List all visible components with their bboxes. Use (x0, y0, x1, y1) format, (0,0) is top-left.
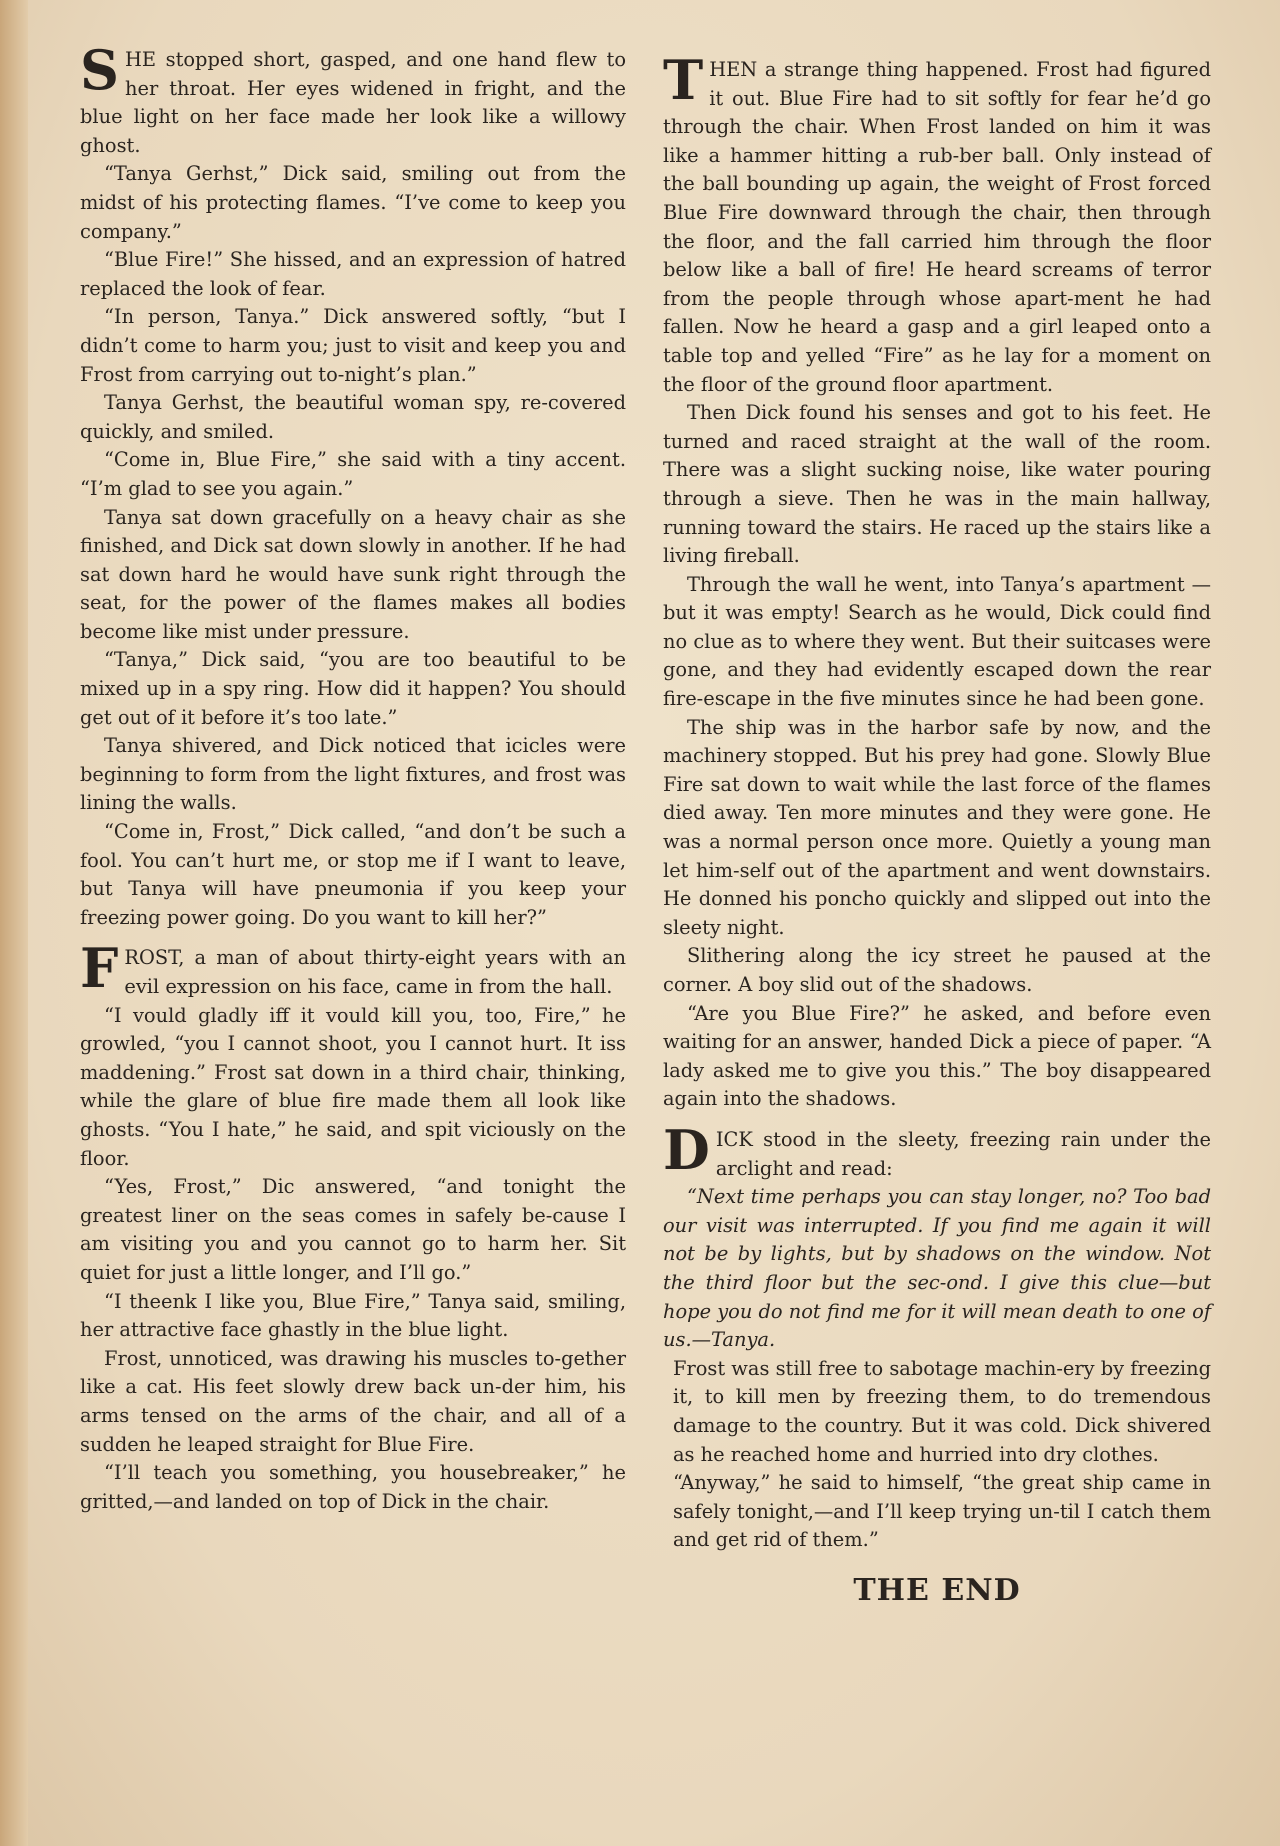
section-gap (80, 932, 626, 944)
paragraph: “Yes, Frost,” Dic answered, “and tonight the greatest liner on the seas comes in safely be-cause I am visiting you and you cannot go to harm her. Sit quiet for just a little longer, and I’ll go.” (80, 1175, 626, 1284)
paragraph: “In person, Tanya.” Dick answered softly, “but I didn’t come to harm you; just to visit and keep you and Frost from carrying out to-night’s plan.” (80, 305, 626, 386)
paragraph: Slithering along the icy street he paused at the corner. A boy slid out of the shadows. (663, 944, 1211, 996)
page-spine-shadow (0, 0, 28, 1846)
paragraph: Tanya sat down gracefully on a heavy chair as she finished, and Dick sat down slowly in another. If he had sat down hard he would have sunk right through the seat, for the power of the flames makes all bodies become like mist under pressure. (80, 505, 626, 643)
paragraph: “Come in, Frost,” Dick called, “and don’t be such a fool. You can’t hurt me, or stop me if I want to leave, but Tanya will have pneumonia if you keep your freezing power going. Do you want to kill her?” (80, 820, 626, 929)
the-end-title: THE END (853, 1572, 1021, 1608)
paragraph: “I theenk I like you, Blue Fire,” Tanya said, smiling, her attractive face ghastly in the blue light. (80, 1289, 626, 1342)
paragraph: “Are you Blue Fire?” he asked, and before even waiting for an answer, handed Dick a piece of paper. “A lady asked me to give you this.” The boy disappeared again into the shadows. (663, 1001, 1211, 1111)
paragraph: Tanya Gerhst, the beautiful woman spy, re-covered quickly, and smiled. (80, 391, 626, 443)
paragraph: Frost was still free to sabotage machin-ery by freezing it, to kill men by freezing them, to do tremendous damage to the country. But it was cold. Dick shivered as he reached home and hurried into dry clothes. (673, 1356, 1211, 1466)
drop-cap: F (80, 936, 119, 1001)
paragraph: “Anyway,” he said to himself, “the great ship came in safely tonight,—and I’ll keep trying un-til I catch them and get rid of them.” (673, 1471, 1211, 1552)
paragraph: “Tanya Gerhst,” Dick said, smiling out from the midst of his protecting flames. “I’ve come to keep you company.” (80, 162, 626, 243)
paragraph: THEN a strange thing happened. Frost had figured it out. Blue Fire had to sit softly for fear he’d go through the chair. When Frost landed on him it was like a hammer hitting a rub-ber ball. Only instead of the ball bounding up again, the weight of Frost forced Blue Fire downward through the chair, then through the floor, and the fall carried him through the floor below like a ball of fire! He heard screams of terror from the people through whose apart-ment he had fallen. Now he heard a gasp and a girl leaped onto a table top and yelled “Fire” as he lay for a moment on the floor of the ground floor apartment. (663, 48, 1211, 396)
paragraph: Through the wall he went, into Tanya’s apartment — but it was empty! Search as he would, Dick could find no clue as to where they went. But their suitcases were gone, and they had evidently escaped down the rear fire-escape in the five minutes since he had been gone. (663, 572, 1211, 711)
paragraph: “I vould gladly iff it vould kill you, too, Fire,” he growled, “you I cannot shoot, you I cannot hurt. It iss maddening.” Frost sat down in a third chair, thinking, while the glare of blue fire made them all look like ghosts. “You I hate,” he said, and spit viciously on the floor. (80, 1003, 626, 1170)
drop-cap: T (663, 48, 704, 112)
paragraph: The ship was in the harbor safe by now, and the machinery stopped. But his prey had gone. Slowly Blue Fire sat down to wait while the last force of the flames died away. Ten more minutes and they were gone. He was a normal person once more. Quietly a young man let him-self out of the apartment and went downstairs. He donned his poncho quickly and slipped out into the sleety night. (663, 715, 1211, 939)
drop-cap: D (663, 1117, 710, 1182)
right-column (663, 48, 1211, 1609)
paragraph: “Come in, Blue Fire,” she said with a tiny accent. “I’m glad to see you again.” (80, 448, 626, 500)
tanya-note: “Next time perhaps you can stay longer, no? Too bad our visit was interrupted. If you find me again it will not be by lights, but by shadows on the window. Not the third floor but the sec-ond. I give this clue—but hope you do not find me for it will mean death to one of us.—Tanya. (663, 1185, 1211, 1352)
paragraph: SHE stopped short, gasped, and one hand flew to her throat. Her eyes widened in fright, and the blue light on her face made her look like a willowy ghost. (80, 38, 626, 157)
paragraph: Frost, unnoticed, was drawing his muscles to-gether like a cat. His feet slowly drew back un-der him, his arms tensed on the arms of the chair, and all of a sudden he leaped straight for Blue Fire. (80, 1346, 626, 1456)
paragraph: “I’ll teach you something, you housebreaker,” he gritted,—and landed on top of Dick in the chair. (80, 1461, 626, 1513)
section-gap (663, 1114, 1211, 1126)
paragraph: “Tanya,” Dick said, “you are too beautiful to be mixed up in a spy ring. How did it happen? You should get out of it before it’s too late.” (80, 648, 626, 729)
paragraph: FROST, a man of about thirty-eight years with an evil expression on his face, came in from the hall. (80, 936, 626, 1001)
paragraph: DICK stood in the sleety, freezing rain under the arclight and read: (663, 1117, 1211, 1182)
drop-cap: S (80, 38, 119, 102)
left-column (80, 38, 626, 1516)
paragraph: Then Dick found his senses and got to his feet. He turned and raced straight at the wall of the room. There was a slight sucking noise, like water pouring through a sieve. Then he was in the main hallway, running toward the stairs. He raced up the stairs like a living fireball. (663, 401, 1211, 568)
paragraph: Tanya shivered, and Dick noticed that icicles were beginning to form from the light fixtures, and frost was lining the walls. (80, 734, 626, 815)
paragraph: “Blue Fire!” She hissed, and an expression of hatred replaced the look of fear. (80, 248, 626, 300)
